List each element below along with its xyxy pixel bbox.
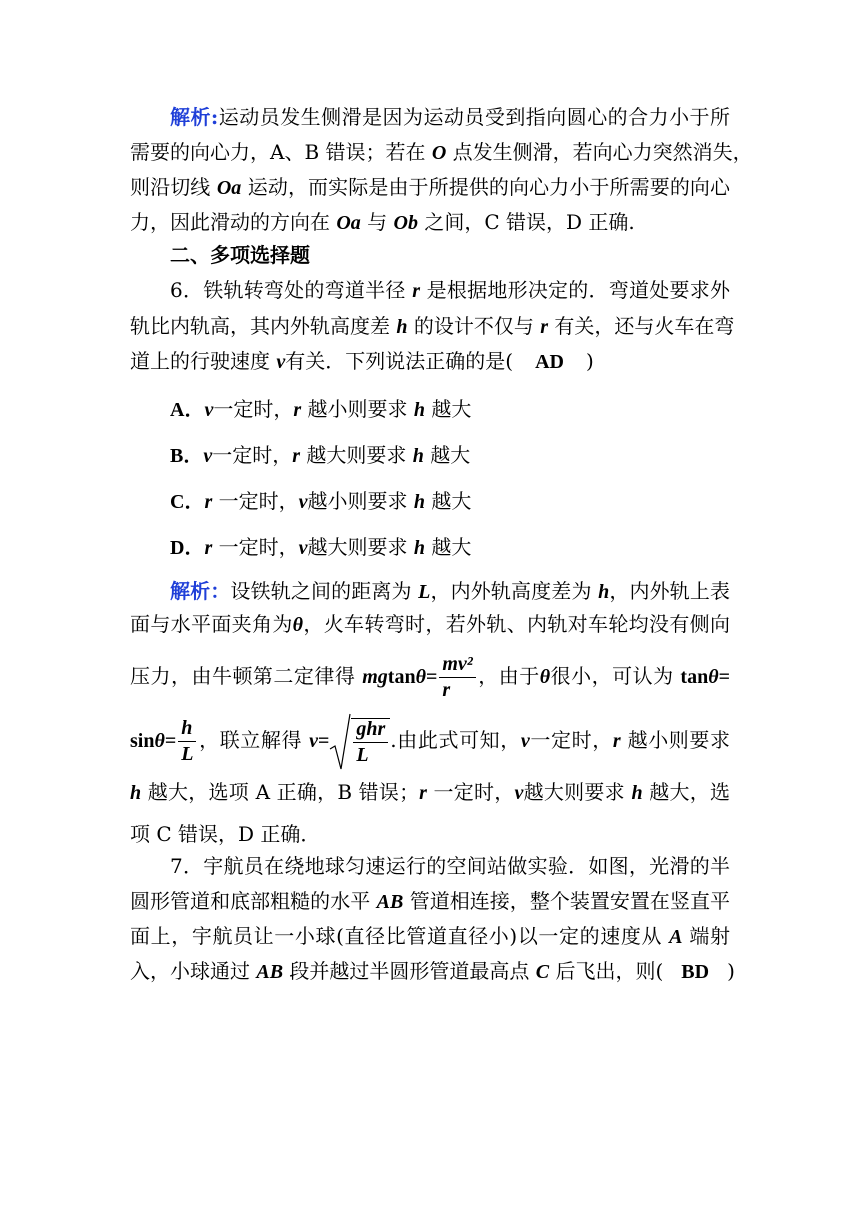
q6-analysis-line-1 [170, 576, 730, 607]
option-key: C． [170, 491, 205, 513]
text: 面与水平面夹角为 [130, 612, 293, 636]
q6-analysis-line-2 [130, 609, 730, 640]
fraction-mv2-over-r [439, 654, 475, 701]
var-r: r [419, 782, 427, 804]
text: 越小则要求 [307, 489, 414, 513]
section-heading: 二、多项选择题 [170, 243, 310, 267]
text: 越大 [424, 535, 472, 559]
fraction-denominator: L [356, 743, 369, 766]
var-C: C [535, 961, 550, 983]
q5-analysis-line-1 [170, 102, 730, 132]
text: 力，因此滑动的方向在 [130, 210, 337, 234]
fraction-numerator: h [178, 718, 196, 742]
text: 段并越过半圆形管道最高点 [283, 959, 536, 983]
q7-stem-line-4 [130, 956, 735, 987]
var-theta: θ [415, 666, 426, 688]
var: h [412, 445, 424, 467]
option-key: D． [170, 537, 205, 559]
text: 越小则要求 [620, 728, 731, 752]
text: 一定时， [212, 489, 299, 513]
q5-analysis-line-2 [130, 137, 753, 168]
var-v: v [514, 782, 524, 804]
text: 一定时， [212, 443, 293, 467]
analysis-label: 解析: [170, 105, 219, 129]
var: h [413, 491, 425, 513]
q6-analysis-line-4 [130, 709, 730, 771]
var: r [204, 537, 213, 559]
var-theta: θ [539, 666, 551, 688]
var-AB: AB [376, 891, 404, 913]
text: 一定时， [213, 397, 294, 421]
text: 压力，由牛顿第二定律得 [130, 664, 363, 688]
text: 点发生侧滑，若向心力突然消失， [446, 140, 753, 164]
answer-text: BD [681, 961, 710, 983]
var-O: O [431, 142, 447, 164]
text: = [718, 666, 731, 688]
q5-analysis-line-4 [130, 207, 730, 238]
text: ，内外轨上表 [609, 579, 731, 603]
var-v: v [276, 351, 286, 373]
q7-stem-line-2 [130, 886, 730, 917]
q6-stem-line-1 [170, 275, 730, 306]
var-theta: θ [292, 614, 304, 636]
option-b [170, 440, 730, 471]
text: sin [130, 730, 155, 752]
var: v [203, 445, 213, 467]
text: 圆形管道和底部粗糙的水平 [130, 889, 377, 913]
var-r: r [412, 280, 421, 302]
var-v: v [309, 730, 318, 752]
text: 之间，C 错误，D 正确. [417, 210, 635, 234]
text: = [164, 730, 177, 752]
text: 有关，还与火车在弯 [548, 314, 735, 338]
var-theta: θ [154, 730, 165, 752]
text: 则沿切线 [130, 175, 217, 199]
var: r [292, 445, 301, 467]
text: 越大则要求 [523, 780, 632, 804]
var-r: r [612, 730, 621, 752]
var-L: L [418, 581, 431, 603]
q6-stem-line-2 [130, 311, 735, 342]
text: 有关．下列说法正确的是( [285, 349, 514, 373]
text: 面上，宇航员让一小球(直径比管道直径小)以一定的速度从 [130, 924, 670, 948]
text: ) [727, 959, 735, 983]
option-key: B． [170, 445, 204, 467]
text: 入，小球通过 [130, 959, 257, 983]
text: ，由于 [477, 664, 540, 688]
text: 越小则要求 [301, 397, 414, 421]
q7-stem-line-3 [130, 921, 730, 952]
text: 一定时， [529, 728, 613, 752]
text: 越大，选 [642, 780, 731, 804]
var-A: A [669, 926, 683, 948]
q5-analysis-line-3 [130, 172, 730, 203]
q6-analysis-line-6: 项 C 错误，D 正确． [130, 822, 321, 846]
var-AB: AB [256, 961, 284, 983]
option-key: A． [170, 399, 205, 421]
var: h [413, 537, 425, 559]
text: 轨比内轨高，其内外轨高度差 [130, 314, 397, 338]
var-h: h [396, 316, 408, 338]
var: h [413, 399, 425, 421]
text: 越大则要求 [300, 443, 413, 467]
var: v [204, 399, 214, 421]
text: 与 [360, 210, 394, 234]
text: 是根据地形决定的．弯道处要求外 [420, 278, 730, 302]
radical-sign-icon [329, 713, 351, 771]
text: 端射 [682, 924, 731, 948]
var-v: v [520, 730, 530, 752]
var: r [204, 491, 213, 513]
text: .由此式可知， [390, 728, 521, 752]
text: 设铁轨之间的距离为 [230, 579, 419, 603]
var-mg: mg [362, 666, 388, 688]
text: 一定时， [426, 780, 515, 804]
fraction-numerator: mv² [439, 654, 475, 678]
var-r: r [540, 316, 548, 338]
text: 后飞出，则( [549, 959, 664, 983]
answer-text: AD [535, 351, 564, 373]
radicand [351, 718, 390, 766]
text: ，联立解得 [198, 728, 310, 752]
text: 的设计不仅与 [407, 314, 541, 338]
text: tan [387, 666, 416, 688]
analysis-label: 解析： [170, 579, 231, 603]
text: ) [585, 349, 594, 373]
fraction-denominator: r [442, 679, 451, 701]
q7-stem-line-1: 7．宇航员在绕地球匀速运行的空间站做实验．如图，光滑的半 [170, 854, 730, 878]
text: 越大则要求 [307, 535, 414, 559]
text: 6．铁轨转弯处的弯道半径 [170, 278, 413, 302]
text: 很小，可认为 [550, 664, 681, 688]
text: 越大 [423, 443, 471, 467]
text: ，火车转弯时，若外轨、内轨对车轮均没有侧向 [303, 612, 731, 636]
q6-stem-line-3 [130, 346, 730, 377]
text: 运动员发生侧滑是因为运动员受到指向圆心的合力小于所 [218, 105, 731, 129]
fraction-denominator: L [181, 743, 194, 765]
text: 道上的行驶速度 [130, 349, 277, 373]
var: r [293, 399, 302, 421]
var-h: h [598, 581, 610, 603]
text: = [317, 730, 330, 752]
text: = [425, 666, 438, 688]
text: tan [680, 666, 709, 688]
text: 一定时， [212, 535, 299, 559]
var: v [298, 491, 308, 513]
var: v [298, 537, 308, 559]
var-h: h [631, 782, 643, 804]
option-a [170, 394, 730, 425]
text: ，内外轨高度差为 [430, 579, 599, 603]
option-c [170, 486, 730, 517]
q6-analysis-line-5 [130, 777, 730, 808]
var-Oa: Oa [336, 212, 361, 234]
var-Ob: Ob [393, 212, 418, 234]
text: 需要的向心力，A、B 错误；若在 [130, 140, 432, 164]
q6-analysis-line-3 [130, 646, 730, 706]
var-h: h [130, 782, 142, 804]
var-Oa: Oa [216, 177, 242, 199]
fraction-numerator: ghr [353, 719, 388, 743]
text: 越大 [424, 397, 472, 421]
square-root [329, 713, 390, 771]
text: 越大，选项 A 正确，B 错误； [141, 780, 420, 804]
text: 管道相连接，整个装置安置在竖直平 [403, 889, 730, 913]
text: 越大 [424, 489, 472, 513]
option-d [170, 532, 730, 563]
text: 运动，而实际是由于所提供的向心力小于所需要的向心 [241, 175, 731, 199]
fraction-h-over-L [178, 718, 196, 765]
var-theta: θ [708, 666, 719, 688]
